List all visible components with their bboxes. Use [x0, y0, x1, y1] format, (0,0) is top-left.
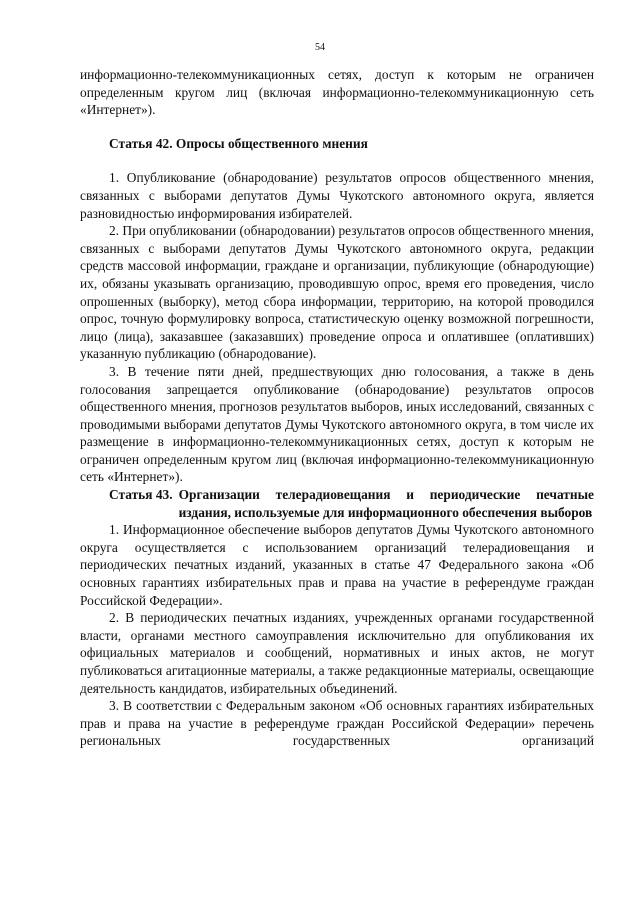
intro-paragraph: информационно-телекоммуникационных сетях, доступ к которым не ограничен определенным кругом лиц (включая информационно-телекоммуникационную сеть «Интернет»). [80, 67, 594, 118]
article-43-paragraph-3: 3. В соответствии с Федеральным законом «Об основных гарантиях избирательных прав и права на участие в референдуме граждан Российской Федерации» перечень региональных государственных организаций [80, 698, 594, 749]
article-42-paragraph-3: 3. В течение пяти дней, предшествующих дню голосования, а также в день голосования запрещается опубликование (обнародование) результатов опросов общественного мнения, прогнозов результатов выборов, иных исследований, связанных с проводимыми выборами депутатов Думы Чукотского автономного округа, в том числе их размещение в информационно-телекоммуникационных сетях, доступ к которым не ограничен определенным кругом лиц (включая информационно-телекоммуникационную сеть «Интернет»). [80, 363, 594, 485]
article-42-paragraph-1: 1. Опубликование (обнародование) результатов опросов общественного мнения, связанных с выборами депутатов Думы Чукотского автономного округа, является разновидностью информирования избирателей. [80, 170, 594, 221]
article-42-paragraph-2: 2. При опубликовании (обнародовании) результатов опросов общественного мнения, связанных с выборами депутатов Думы Чукотского автономного округа, редакции средств массовой информации, граждане и организации, публикующие (обнародующие) их, обязаны указывать организацию, проводившую опрос, время его проведения, число опрошенных (выборку), метод сбора информации, территорию, на которой проводился опрос, точную формулировку вопроса, статистическую оценку возможной погрешности, лицо (лица), заказавшее (заказавших) проведение опроса и оплатившее (оплативших) указанную публикацию (обнародование). [80, 223, 594, 362]
article-43-number: Статья 43. [109, 487, 173, 503]
page-number: 54 [315, 42, 325, 53]
article-43-heading [80, 486, 594, 521]
article-43-title: Организации телерадиовещания и периодические печатные издания, используемые для информационного обеспечения выборов [178, 487, 594, 520]
article-43-paragraph-2: 2. В периодических печатных изданиях, учрежденных органами государственной власти, органами местного самоуправления исключительно для опубликования их официальных материалов и сообщений, нормативных и иных актов, не могут публиковаться агитационные материалы, а также редакционные материалы, освещающие деятельность кандидатов, избирательных объединений. [80, 610, 594, 696]
document-body [80, 66, 594, 750]
article-42-heading: Статья 42. Опросы общественного мнения [109, 135, 368, 151]
article-43-paragraph-1: 1. Информационное обеспечение выборов депутатов Думы Чукотского автономного округа осуществляется с использованием организаций телерадиовещания и периодических печатных изданий, указанных в статье 47 Федерального закона «Об основных гарантиях избирательных прав и права на участие в референдуме граждан Российской Федерации». [80, 522, 594, 608]
